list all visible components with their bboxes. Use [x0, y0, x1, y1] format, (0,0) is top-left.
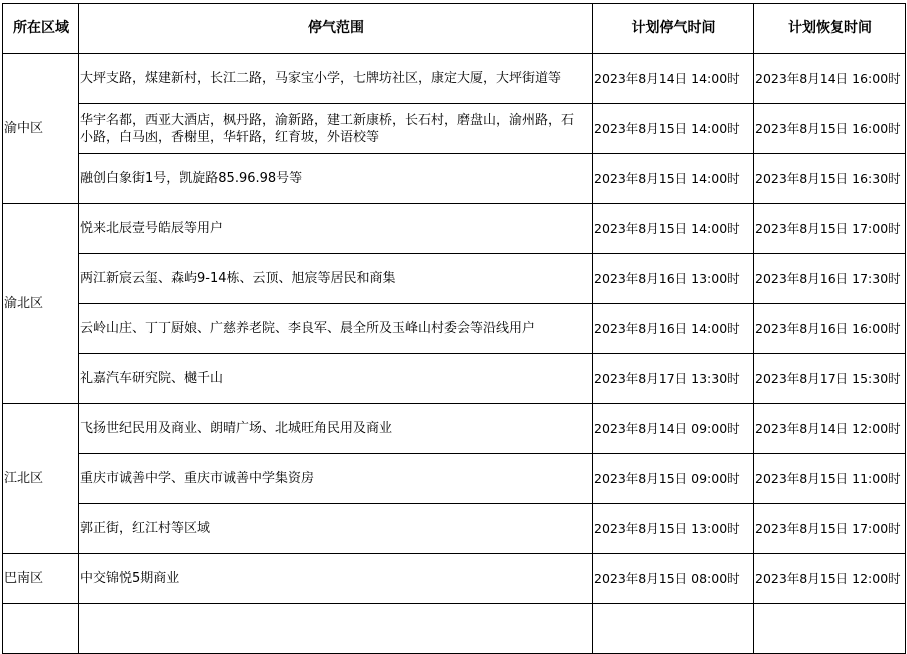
table-row — [3, 154, 906, 204]
scope-cell-empty — [79, 604, 593, 654]
stop-time-cell: 2023年8月15日 09:00时 — [593, 454, 754, 504]
table-row-partial — [3, 604, 906, 654]
stop-time-cell: 2023年8月15日 14:00时 — [593, 154, 754, 204]
scope-cell: 重庆市诚善中学、重庆市诚善中学集资房 — [79, 454, 593, 504]
header-resume-time: 计划恢复时间 — [754, 4, 906, 54]
gas-outage-table — [2, 3, 906, 654]
stop-time-cell: 2023年8月17日 13:30时 — [593, 354, 754, 404]
scope-cell: 飞扬世纪民用及商业、朗晴广场、北城旺角民用及商业 — [79, 404, 593, 454]
stop-time-cell: 2023年8月16日 13:00时 — [593, 254, 754, 304]
scope-cell: 悦来北辰壹号皓辰等用户 — [79, 204, 593, 254]
resume-time-cell: 2023年8月15日 12:00时 — [754, 554, 906, 604]
resume-time-cell: 2023年8月15日 16:00时 — [754, 104, 906, 154]
scope-cell: 两江新宸云玺、森屿9-14栋、云顶、旭宸等居民和商集 — [79, 254, 593, 304]
header-district: 所在区域 — [3, 4, 79, 54]
district-cell-empty — [3, 604, 79, 654]
stop-time-cell: 2023年8月15日 14:00时 — [593, 104, 754, 154]
scope-cell: 中交锦悦5期商业 — [79, 554, 593, 604]
table-row — [3, 104, 906, 154]
stop-time-cell: 2023年8月15日 13:00时 — [593, 504, 754, 554]
resume-time-cell: 2023年8月15日 17:00时 — [754, 204, 906, 254]
table-row — [3, 304, 906, 354]
scope-cell: 融创白象街1号，凯旋路85.96.98号等 — [79, 154, 593, 204]
header-stop-time: 计划停气时间 — [593, 4, 754, 54]
stop-time-cell: 2023年8月16日 14:00时 — [593, 304, 754, 354]
table-row — [3, 554, 906, 604]
scope-cell: 大坪支路，煤建新村，长江二路，马家宝小学，七牌坊社区，康定大厦，大坪街道等 — [79, 54, 593, 104]
stop-time-cell: 2023年8月15日 08:00时 — [593, 554, 754, 604]
district-cell: 巴南区 — [3, 554, 79, 604]
resume-time-cell-empty — [754, 604, 906, 654]
scope-cell: 礼嘉汽车研究院、樾千山 — [79, 354, 593, 404]
scope-cell: 华宇名都，西亚大酒店，枫丹路，渝新路，建工新康桥，长石村，磨盘山，渝州路，石小路，白马凼，香榭里，华轩路，红育坡，外语校等 — [79, 104, 593, 154]
table-header-row — [3, 4, 906, 54]
resume-time-cell: 2023年8月14日 12:00时 — [754, 404, 906, 454]
district-cell: 渝北区 — [3, 204, 79, 404]
resume-time-cell: 2023年8月16日 17:30时 — [754, 254, 906, 304]
district-cell: 江北区 — [3, 404, 79, 554]
resume-time-cell: 2023年8月15日 17:00时 — [754, 504, 906, 554]
resume-time-cell: 2023年8月15日 16:30时 — [754, 154, 906, 204]
table-row — [3, 254, 906, 304]
resume-time-cell: 2023年8月16日 16:00时 — [754, 304, 906, 354]
table-row — [3, 454, 906, 504]
table-row — [3, 404, 906, 454]
table-row — [3, 504, 906, 554]
stop-time-cell: 2023年8月14日 14:00时 — [593, 54, 754, 104]
header-scope: 停气范围 — [79, 4, 593, 54]
stop-time-cell-empty — [593, 604, 754, 654]
resume-time-cell: 2023年8月17日 15:30时 — [754, 354, 906, 404]
stop-time-cell: 2023年8月15日 14:00时 — [593, 204, 754, 254]
resume-time-cell: 2023年8月15日 11:00时 — [754, 454, 906, 504]
stop-time-cell: 2023年8月14日 09:00时 — [593, 404, 754, 454]
district-cell: 渝中区 — [3, 54, 79, 204]
outage-table-container — [2, 3, 905, 654]
table-row — [3, 354, 906, 404]
resume-time-cell: 2023年8月14日 16:00时 — [754, 54, 906, 104]
scope-cell: 云岭山庄、丁丁厨娘、广慈养老院、李良军、晨全所及玉峰山村委会等沿线用户 — [79, 304, 593, 354]
scope-cell: 郭正街，红江村等区域 — [79, 504, 593, 554]
table-row — [3, 204, 906, 254]
table-row — [3, 54, 906, 104]
